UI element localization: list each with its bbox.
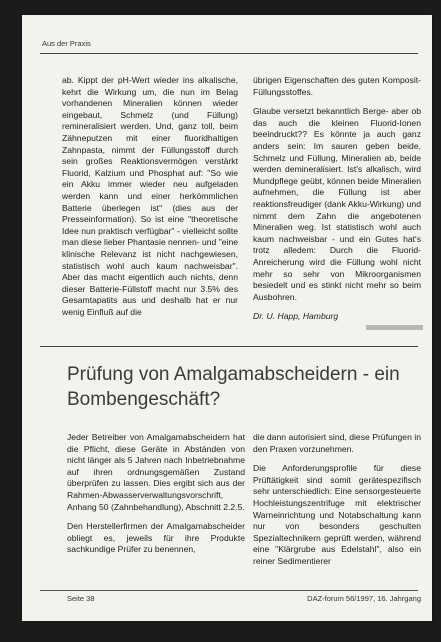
author-signature: Dr. U. Happ, Hamburg: [253, 311, 339, 322]
paragraph: die dann autorisiert sind, diese Prüfungen in den Praxen vorzunehmen.: [253, 432, 421, 454]
footer-rule: [40, 590, 418, 591]
article2-column-left: [67, 432, 245, 564]
paragraph: ab. Kippt der pH-Wert wieder ins alkalische, kehrt die Wirkung um, die nun im Belag vorhandenen Mineralien können wieder eingebaut, Schmelz (und Füllung) remineralisiert werden. Und, ganz toll, beim Zähneputzen mit einer fluoridhaltigen Zahnpasta, nimmt der Füllungsstoff durch sein großes Reaktionsvermögen verstärkt Fluorid, Kalzium und Phosphat auf: "So wie ein Akku immer wieder neu aufgeladen werden kann und einer herkömmlichen Batterie überlegen ist" (dies aus der Presseinformation). So ist eine "theoretische Idee nun praktisch verfügbar" - vielleicht sollte man diese lieber Phantasie nennen- und "eine klinische Relevanz ist nicht nachgewiesen, statistisch wohl auch kaum nachweisbar". Aber das macht eigentlich auch nichts, denn dieser Batterie-Füllstoff macht nur 3.5% des Gesamtapatits aus und deshalb hat er nur wenig Einfluß auf die: [62, 75, 239, 317]
end-marker-bar: [366, 325, 423, 330]
article1-column-right: [253, 75, 421, 331]
paragraph: Jeder Betreiber von Amalgamabscheidern hat die Pflicht, diese Geräte in Abständen von nicht länger als 5 Jahren nach Inbetriebnahme auf ihren ordnungsgemäßen Zustand überprüfen zu lassen. Dies ergibt sich aus der Rahmen-Abwasserverwaltungsvorschrift, Anhang 50 (Zahnbehandlung), Abschnitt 2.2.5.: [67, 432, 245, 512]
section-divider: [40, 346, 418, 347]
section-label: Aus der Praxis: [42, 39, 91, 48]
paragraph: Den Herstellerfirmen der Amalgamabscheider obliegt es, jeweils für ihre Produkte sachkundige Prüfer zu benennen,: [67, 521, 245, 555]
article1-column-left: [62, 75, 238, 326]
page-number: Seite 38: [67, 594, 95, 603]
article-headline: Prüfung von Amalgamabscheidern - ein Bombengeschäft?: [67, 364, 400, 410]
paragraph: übrigen Eigenschaften des guten Komposit-Füllungsstoffes.: [253, 75, 421, 97]
top-rule: [40, 53, 418, 54]
publication-info: DAZ-forum 56/1997, 16. Jahrgang: [307, 594, 421, 603]
paragraph: Glaube versetzt bekanntlich Berge- aber ob das auch die kleinen Fluorid-Ionen beeindruckt?? Es könnte ja auch ganz anders sein: Im sauren geben beide, Schmelz und Füllung, Mineralien ab, beide werden demineralisiert. Ist's alkalisch, wird Mundpflege geübt, können beide Mineralien aufnehmen, die Füllung ist aber reaktionsfreudiger (dank Akku-Wirkung) und nimmt dem Zahn die angebotenen Mineralien weg. Ist statistisch wohl auch kaum nachweisbar - und ein Gutes hat's trotz alledem: Durch die Fluorid-Anreicherung wird die Füllung wohl nicht mehr so sehr von Mikroorganismen besiedelt und es stinkt nicht mehr so beim Ausbohren.: [253, 106, 421, 302]
article2-column-right: [253, 432, 421, 576]
paragraph: Die Anforderungsprofile für diese Prüftätigkeit sind somit gerätespezifisch sehr unterschiedlich: Eine sensorgesteuerte Hochleistungszentrifuge mit elektrischer Warneinrichtung und Notabschaltung kann nur von besonders geschulten Spezialtechnikern geprüft werden, während eine "Klärgrube aus Edelstahl", also ein reiner Sedimentierer: [253, 463, 421, 566]
